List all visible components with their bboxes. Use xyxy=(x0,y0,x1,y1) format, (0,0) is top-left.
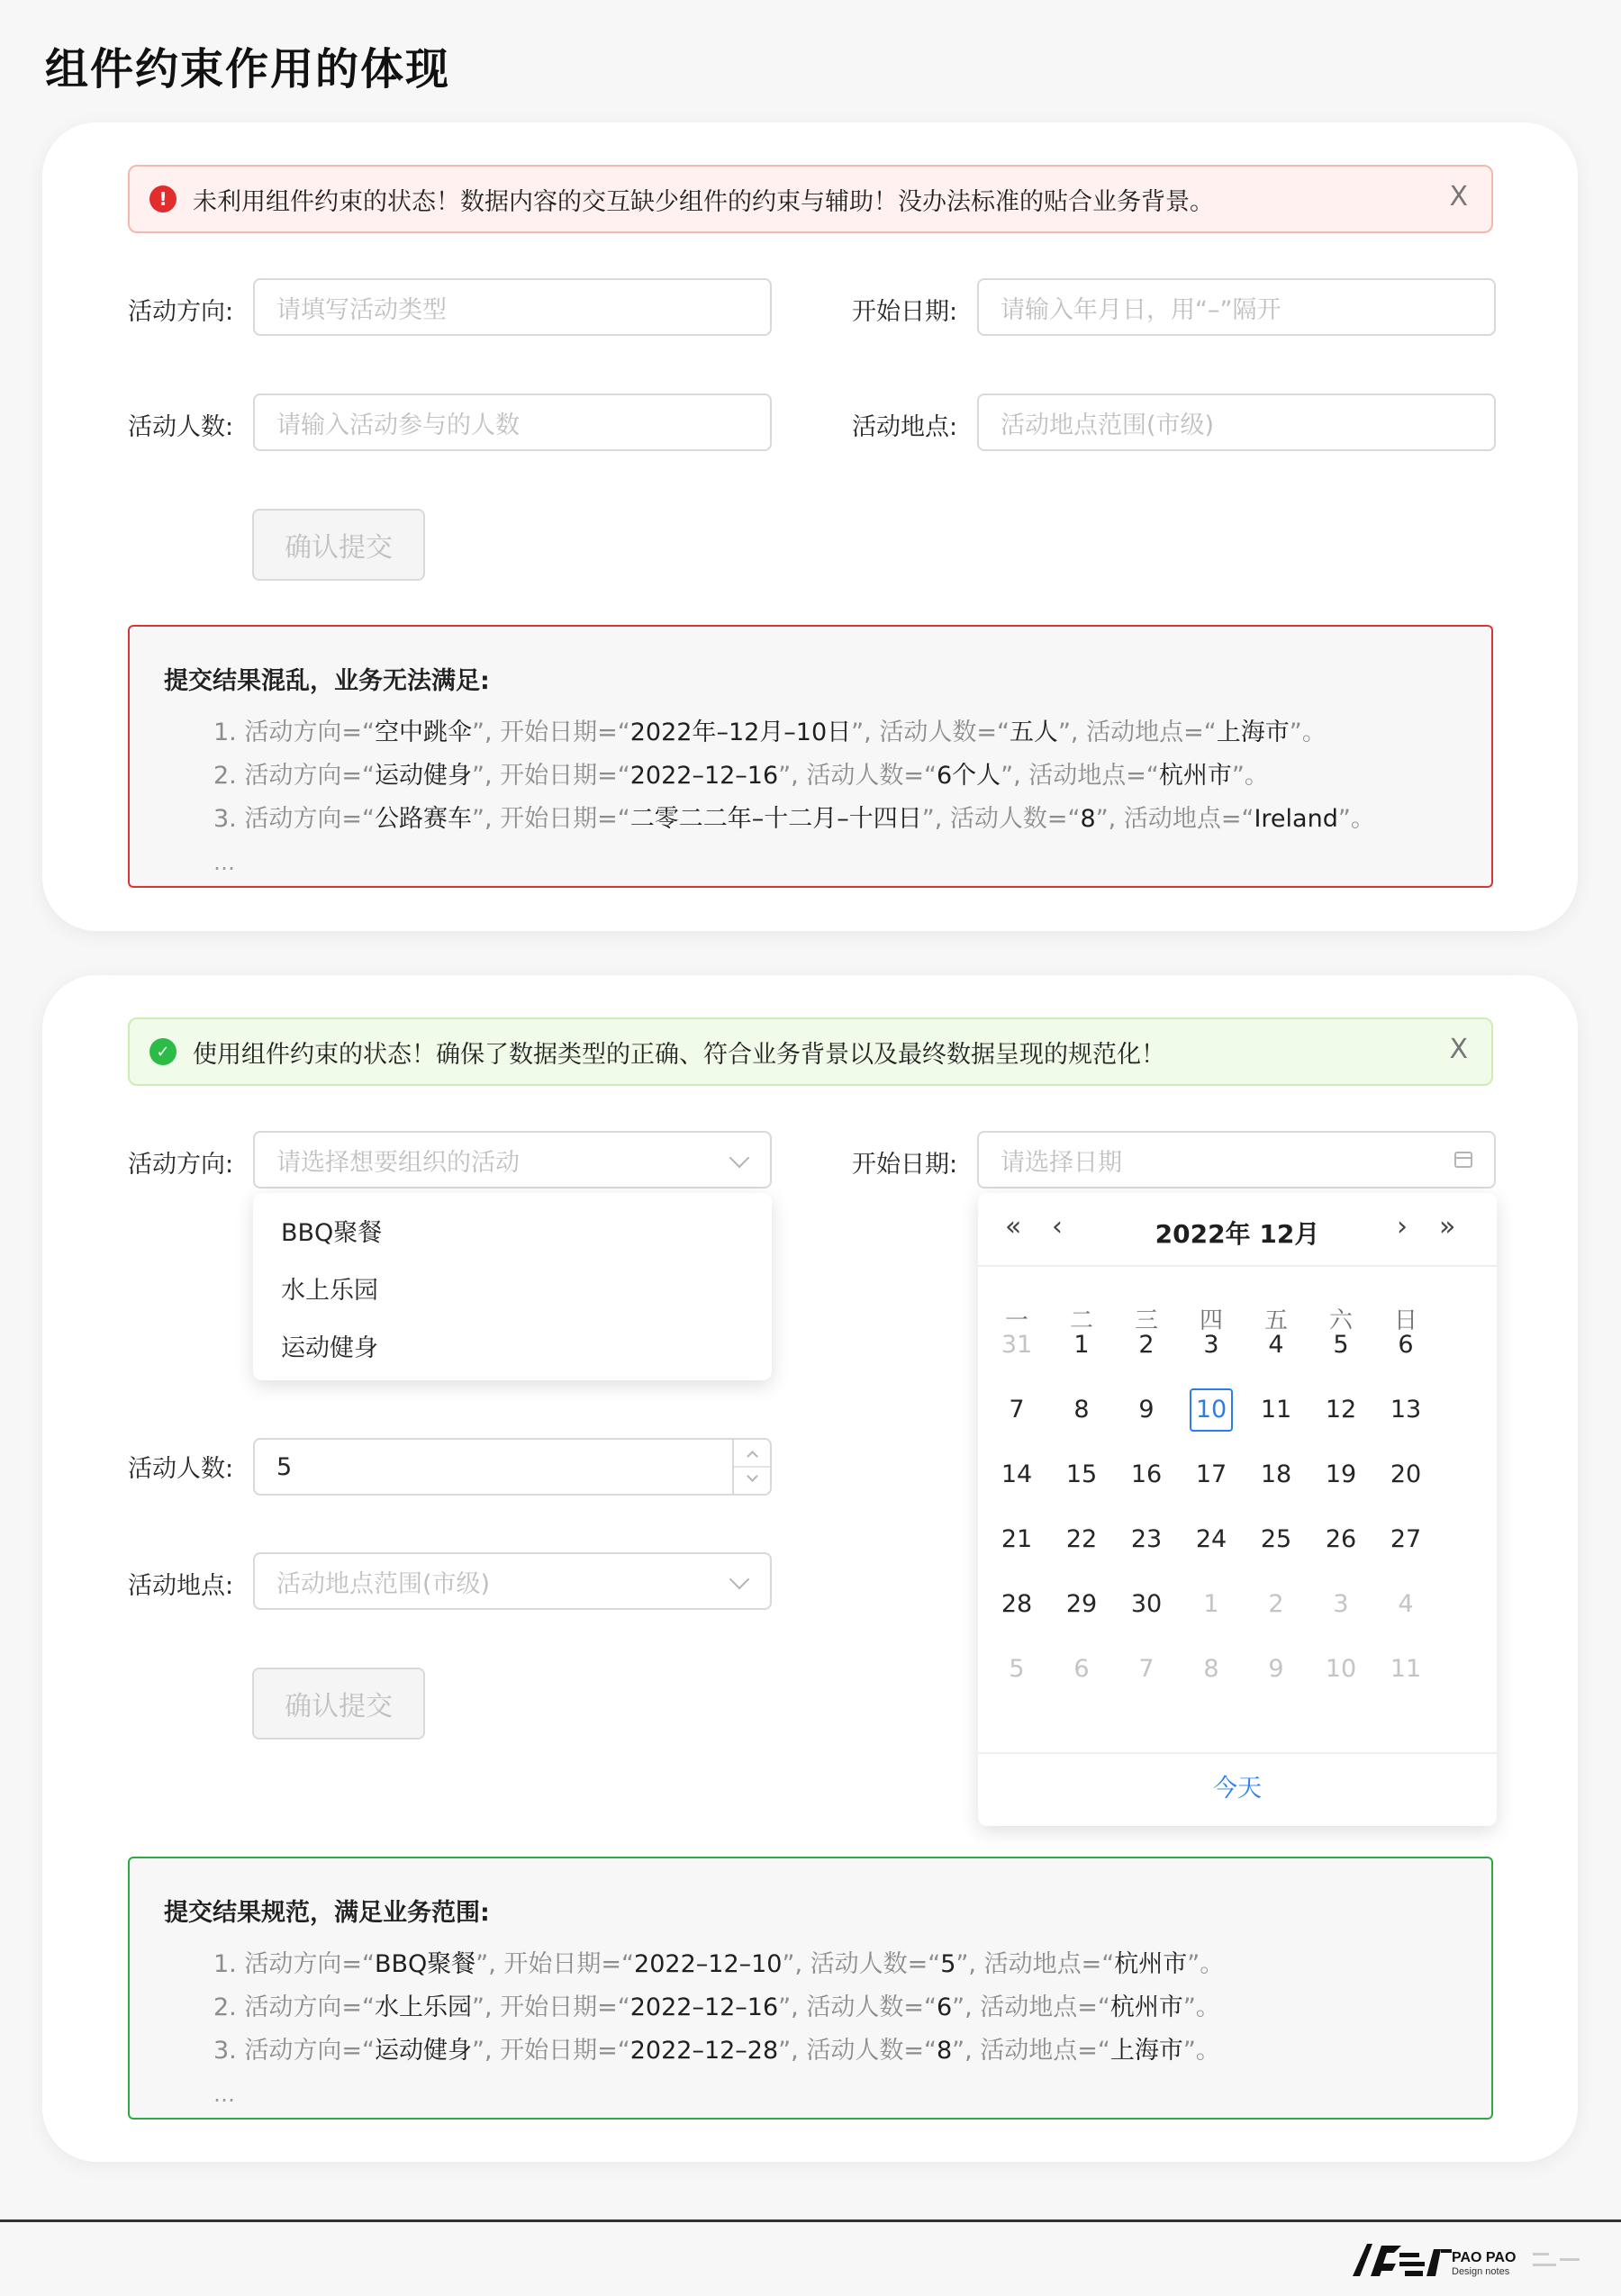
calendar-day[interactable]: 31 xyxy=(1001,1331,1033,1359)
result-item: 1. 活动方向=“BBQ聚餐”, 开始日期=“2022–12–10”, 活动人数=“5”, 活动地点=“杭州市”。 xyxy=(213,1950,1225,1978)
calendar-day[interactable]: 29 xyxy=(1065,1590,1098,1618)
calendar-day[interactable]: 2 xyxy=(1138,1331,1155,1359)
date-picker-input[interactable] xyxy=(977,1131,1496,1189)
brand-logo xyxy=(1351,2240,1603,2280)
calendar-day[interactable]: 10 xyxy=(1325,1655,1357,1683)
calendar-day[interactable]: 21 xyxy=(1001,1525,1033,1553)
result-item: 3. 活动方向=“公路赛车”, 开始日期=“二零二二年–十二月–十四日”, 活动人数=“8”, 活动地点=“Ireland”。 xyxy=(213,805,1375,833)
calendar-day[interactable]: 14 xyxy=(1001,1460,1033,1488)
calendar-day[interactable]: 15 xyxy=(1065,1460,1098,1488)
result-ellipsis: … xyxy=(213,850,235,875)
step-up-icon[interactable] xyxy=(747,1451,758,1462)
weekday-header: 四 xyxy=(1199,1307,1223,1334)
calendar-day[interactable]: 7 xyxy=(1009,1396,1025,1424)
calendar-day[interactable]: 7 xyxy=(1138,1655,1155,1683)
error-alert-message: 未利用组件约束的状态！数据内容的交互缺少组件的约束与辅助！没办法标准的贴合业务背景。 xyxy=(193,187,1214,216)
calendar-day[interactable]: 1 xyxy=(1073,1331,1090,1359)
prev-year-icon[interactable]: « xyxy=(1005,1211,1022,1243)
dropdown-option[interactable]: BBQ聚餐 xyxy=(281,1219,383,1247)
weekday-header: 一 xyxy=(1004,1307,1028,1334)
success-alert xyxy=(128,1017,1493,1086)
prev-month-icon[interactable]: ‹ xyxy=(1052,1211,1063,1243)
calendar-day[interactable]: 16 xyxy=(1130,1460,1163,1488)
weekday-header: 六 xyxy=(1328,1307,1353,1334)
activity-dropdown-menu xyxy=(253,1193,772,1380)
calendar-day[interactable]: 4 xyxy=(1398,1590,1414,1618)
direction-label: 活动方向: xyxy=(128,1151,234,1179)
check-icon: ✓ xyxy=(149,1038,177,1065)
close-icon[interactable]: X xyxy=(1449,181,1468,212)
page-title: 组件约束作用的体现 xyxy=(45,44,451,95)
people-label: 活动人数: xyxy=(128,413,234,441)
date-picker-placeholder: 请选择日期 xyxy=(1001,1148,1122,1177)
calendar-day[interactable]: 28 xyxy=(1001,1590,1033,1618)
calendar-day[interactable]: 1 xyxy=(1203,1590,1219,1618)
calendar-day[interactable]: 9 xyxy=(1138,1396,1155,1424)
location-select[interactable] xyxy=(253,1552,772,1610)
step-down-icon[interactable] xyxy=(747,1470,758,1482)
calendar-day[interactable]: 19 xyxy=(1325,1460,1357,1488)
calendar-day[interactable]: 17 xyxy=(1195,1460,1227,1488)
calendar-day[interactable]: 22 xyxy=(1065,1525,1098,1553)
submit-button[interactable]: 确认提交 xyxy=(252,509,425,581)
date-picker-calendar xyxy=(978,1193,1497,1826)
exclamation-icon: ! xyxy=(149,185,177,212)
calendar-day[interactable]: 11 xyxy=(1390,1655,1422,1683)
calendar-day[interactable]: 20 xyxy=(1390,1460,1422,1488)
today-button[interactable]: 今天 xyxy=(978,1752,1497,1826)
calendar-day[interactable]: 5 xyxy=(1009,1655,1025,1683)
dropdown-option[interactable]: 运动健身 xyxy=(281,1334,378,1362)
calendar-header xyxy=(978,1193,1497,1267)
calendar-day[interactable]: 26 xyxy=(1325,1525,1357,1553)
result-item: 2. 活动方向=“运动健身”, 开始日期=“2022–12–16”, 活动人数=“6个人”, 活动地点=“杭州市”。 xyxy=(213,762,1269,790)
result-item: 3. 活动方向=“运动健身”, 开始日期=“2022–12–28”, 活动人数=“8”, 活动地点=“上海市”。 xyxy=(213,2037,1220,2065)
location-input[interactable]: 活动地点范围(市级) xyxy=(977,393,1496,451)
direction-select-placeholder: 请选择想要组织的活动 xyxy=(276,1148,520,1177)
svg-text:Design notes: Design notes xyxy=(1452,2266,1510,2277)
chevron-down-icon xyxy=(729,1148,750,1169)
location-select-placeholder: 活动地点范围(市级) xyxy=(276,1569,491,1598)
calendar-day[interactable]: 8 xyxy=(1073,1396,1090,1424)
calendar-day[interactable]: 2 xyxy=(1268,1590,1284,1618)
calendar-day[interactable]: 12 xyxy=(1325,1396,1357,1424)
calendar-day[interactable]: 3 xyxy=(1203,1331,1219,1359)
calendar-title: 2022年 12月 xyxy=(1155,1219,1320,1249)
footer-divider xyxy=(0,2219,1621,2222)
result-item: 2. 活动方向=“水上乐园”, 开始日期=“2022–12–16”, 活动人数=“6”, 活动地点=“杭州市”。 xyxy=(213,1993,1220,2021)
bad-result-box xyxy=(128,625,1493,888)
calendar-day[interactable]: 27 xyxy=(1390,1525,1422,1553)
calendar-day[interactable]: 30 xyxy=(1130,1590,1163,1618)
unconstrained-form-card xyxy=(42,122,1578,931)
start-date-label: 开始日期: xyxy=(852,298,958,326)
people-number-input[interactable] xyxy=(253,1438,772,1496)
calendar-day[interactable]: 13 xyxy=(1390,1396,1422,1424)
error-alert xyxy=(128,165,1493,233)
next-year-icon[interactable]: » xyxy=(1439,1211,1456,1243)
location-label: 活动地点: xyxy=(128,1572,234,1600)
calendar-icon xyxy=(1454,1152,1472,1168)
people-label: 活动人数: xyxy=(128,1455,234,1483)
calendar-day[interactable]: 18 xyxy=(1260,1460,1292,1488)
result-title: 提交结果混乱，业务无法满足: xyxy=(164,667,490,695)
svg-text:PAO PAO: PAO PAO xyxy=(1452,2250,1517,2265)
calendar-day[interactable]: 23 xyxy=(1130,1525,1163,1553)
people-value: 5 xyxy=(276,1452,293,1481)
direction-input[interactable]: 请填写活动类型 xyxy=(253,278,772,336)
weekday-header: 日 xyxy=(1393,1307,1417,1334)
next-month-icon[interactable]: › xyxy=(1397,1211,1408,1243)
calendar-day[interactable]: 5 xyxy=(1333,1331,1349,1359)
chevron-down-icon xyxy=(729,1569,750,1590)
calendar-day[interactable]: 3 xyxy=(1333,1590,1349,1618)
result-item: 1. 活动方向=“空中跳伞”, 开始日期=“2022年–12月–10日”, 活动人数=“五人”, 活动地点=“上海市”。 xyxy=(213,719,1327,746)
start-date-label: 开始日期: xyxy=(852,1151,958,1179)
submit-button[interactable]: 确认提交 xyxy=(252,1668,425,1740)
quantity-stepper[interactable] xyxy=(732,1440,770,1494)
calendar-day[interactable]: 6 xyxy=(1073,1655,1090,1683)
result-ellipsis: … xyxy=(213,2082,235,2107)
calendar-day[interactable]: 10 xyxy=(1190,1388,1233,1432)
good-result-box xyxy=(128,1857,1493,2120)
direction-select[interactable] xyxy=(253,1131,772,1189)
weekday-header: 五 xyxy=(1263,1307,1288,1334)
calendar-day[interactable]: 25 xyxy=(1260,1525,1292,1553)
result-title: 提交结果规范，满足业务范围: xyxy=(164,1899,490,1927)
calendar-day[interactable]: 6 xyxy=(1398,1331,1414,1359)
success-alert-message: 使用组件约束的状态！确保了数据类型的正确、符合业务背景以及最终数据呈现的规范化！ xyxy=(193,1040,1165,1069)
location-label: 活动地点: xyxy=(852,413,958,441)
direction-label: 活动方向: xyxy=(128,298,234,326)
calendar-day[interactable]: 24 xyxy=(1195,1525,1227,1553)
close-icon[interactable]: X xyxy=(1449,1034,1468,1065)
calendar-day[interactable]: 8 xyxy=(1203,1655,1219,1683)
weekday-header: 二 xyxy=(1069,1307,1093,1334)
calendar-day[interactable]: 4 xyxy=(1268,1331,1284,1359)
calendar-day[interactable]: 9 xyxy=(1268,1655,1284,1683)
people-input[interactable]: 请输入活动参与的人数 xyxy=(253,393,772,451)
start-date-input[interactable]: 请输入年月日，用“–”隔开 xyxy=(977,278,1496,336)
weekday-header: 三 xyxy=(1134,1307,1158,1334)
calendar-day[interactable]: 11 xyxy=(1260,1396,1292,1424)
dropdown-option[interactable]: 水上乐园 xyxy=(281,1277,378,1305)
